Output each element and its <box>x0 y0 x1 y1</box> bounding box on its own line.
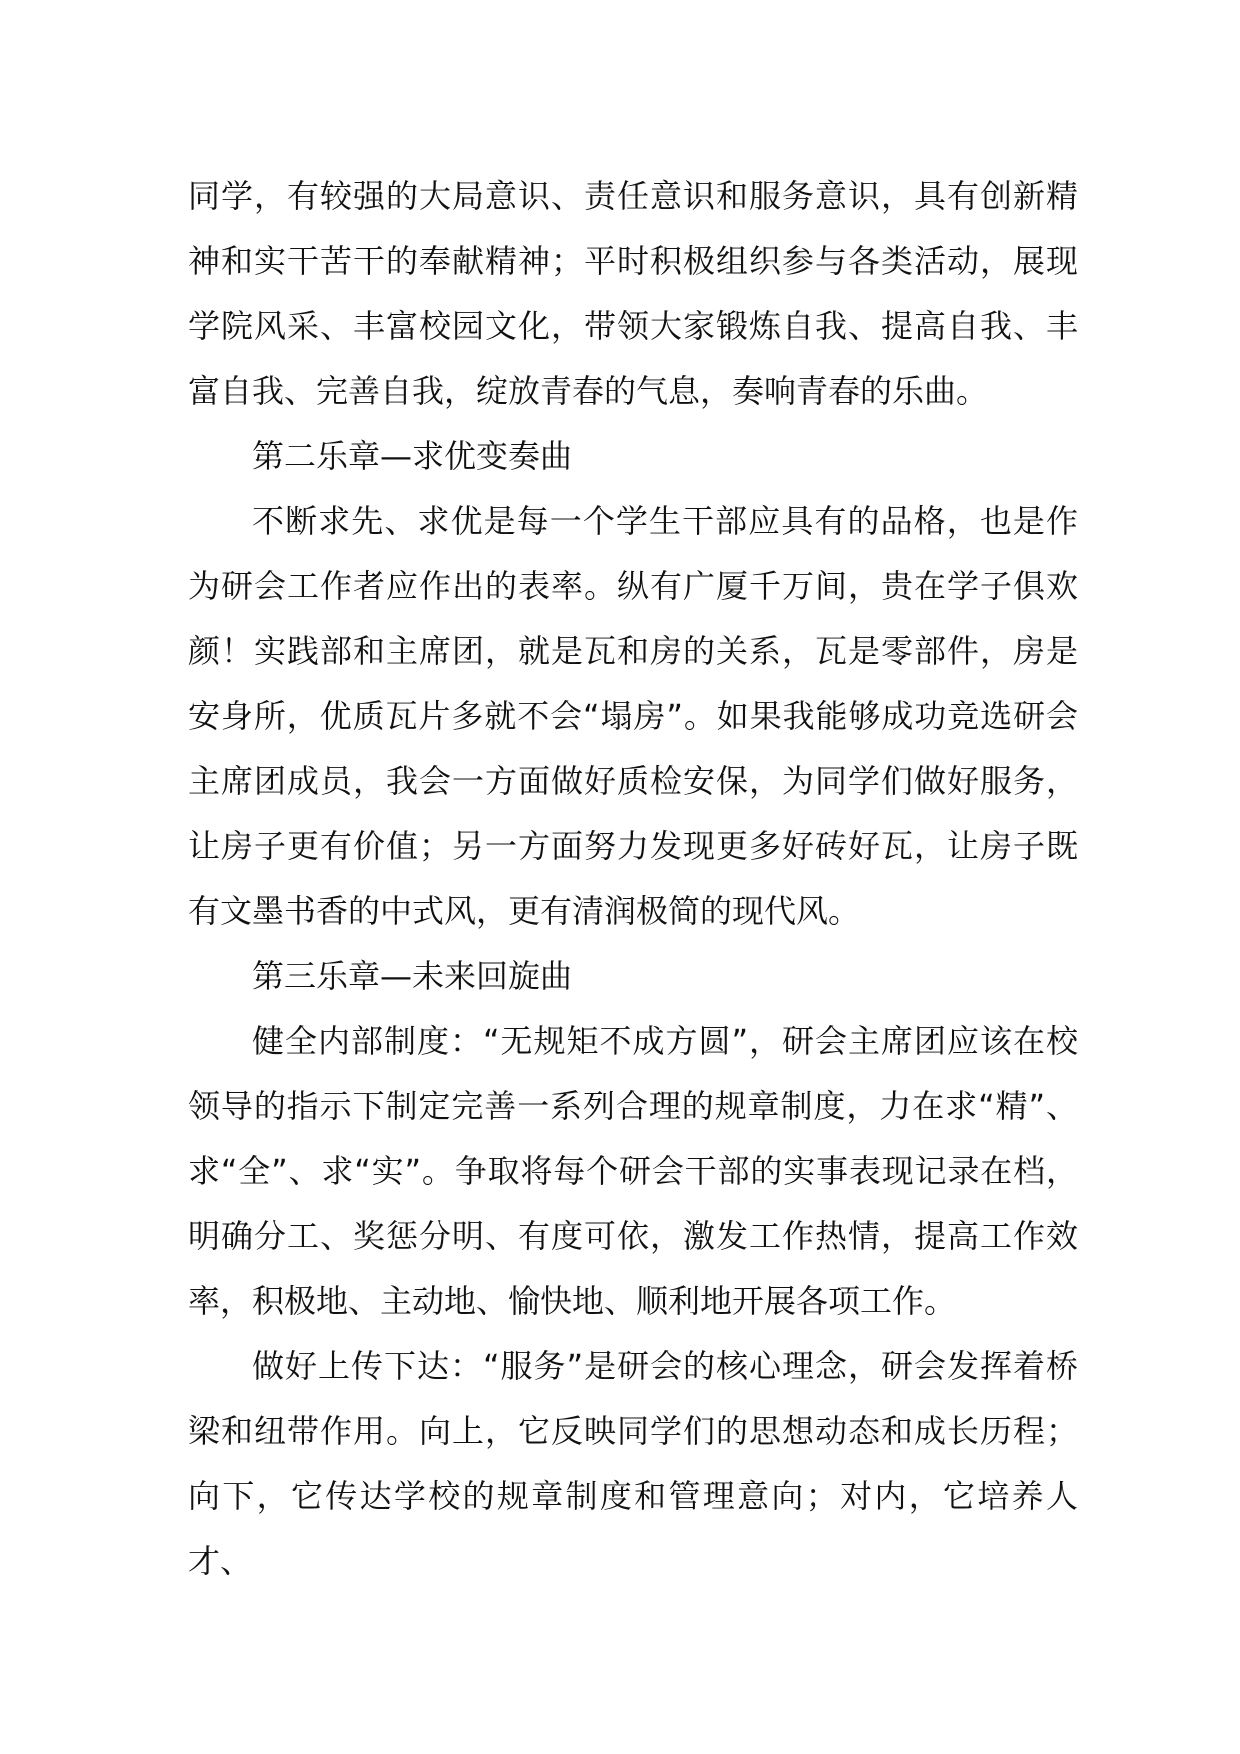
section-heading-third-movement: 第三乐章—未来回旋曲 <box>252 957 573 995</box>
section-heading-second-movement: 第二乐章—求优变奏曲 <box>252 437 573 475</box>
paragraph-internal-system: 健全内部制度：“无规矩不成方圆”，研会主席团应该在校领导的指示下制定完善一系列合理的规章制度，力在求“精”、求“全”、求“实”。争取将每个研会干部的实事表现记录在档，明确分工、奖惩分明、有度可依，激发工作热情，提高工作效率，积极地、主动地、愉快地、顺利地开展各项工作。 <box>188 1022 1078 1320</box>
paragraph-pursuit-of-excellence: 不断求先、求优是每一个学生干部应具有的品格，也是作为研会工作者应作出的表率。纵有广厦千万间，贵在学子俱欢颜！实践部和主席团，就是瓦和房的关系，瓦是零部件，房是安身所，优质瓦片多就不会“塌房”。如果我能够成功竞选研会主席团成员，我会一方面做好质检安保，为同学们做好服务，让房子更有价值；另一方面努力发现更多好砖好瓦，让房子既有文墨书香的中式风，更有清润极简的现代风。 <box>188 502 1078 930</box>
body-text <box>188 164 1078 1594</box>
paragraph-communication: 做好上传下达：“服务”是研会的核心理念，研会发挥着桥梁和纽带作用。向上，它反映同学们的思想动态和成长历程；向下，它传达学校的规章制度和管理意向；对内，它培养人才、 <box>188 1347 1078 1580</box>
paragraph-continued: 同学，有较强的大局意识、责任意识和服务意识，具有创新精神和实干苦干的奉献精神；平时积极组织参与各类活动，展现学院风采、丰富校园文化，带领大家锻炼自我、提高自我、丰富自我、完善自我，绽放青春的气息，奏响青春的乐曲。 <box>188 177 1078 410</box>
